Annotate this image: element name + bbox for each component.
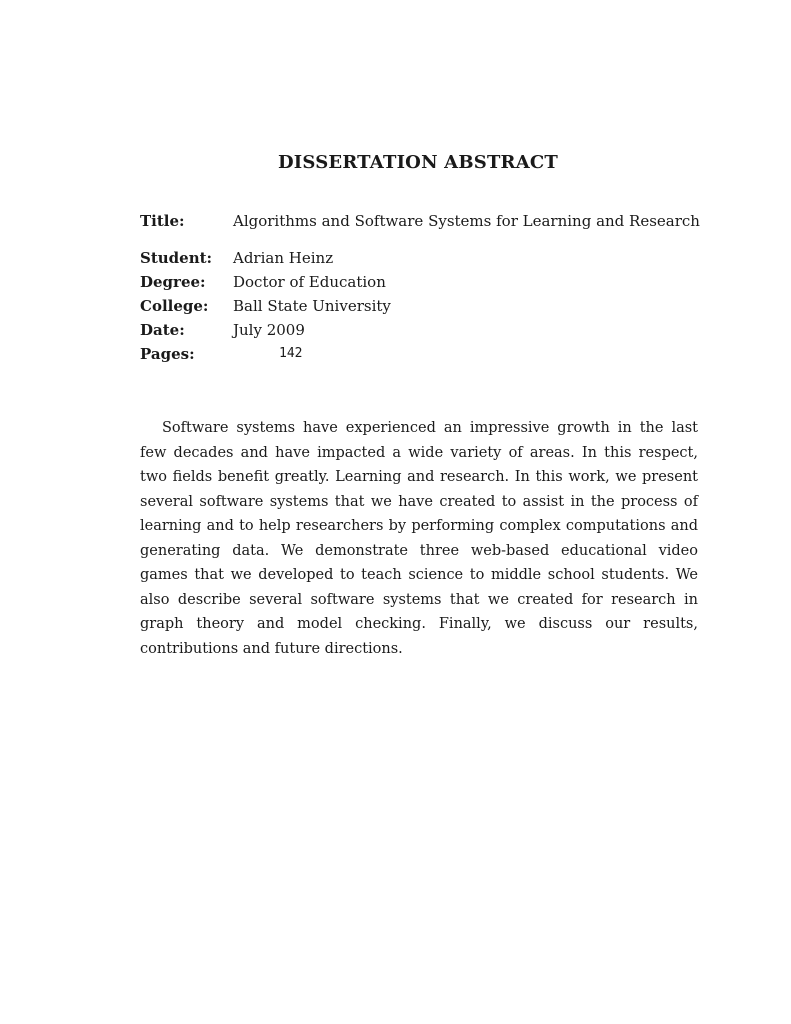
meta-value-pages: 142: [279, 346, 303, 361]
meta-label-degree: Degree:: [140, 273, 206, 291]
meta-value-date: July 2009: [233, 321, 305, 339]
abstract-paragraph: Software systems have experienced an impressive growth in the last few decades and have impacted a wide variety of areas. In this respect, two fields benefit greatly. Learning and research. In this work, we present several software systems that we have created to assist in the process of learning and to help researchers by performing complex computations and generating data. We demonstrate three web-based educational video games that we developed to teach science to middle school students. We also describe several software systems that we created for research in graph theory and model checking. Finally, we discuss our results, contributions and future directions.: [140, 420, 698, 657]
meta-value-college: Ball State University: [233, 297, 391, 315]
meta-value-degree: Doctor of Education: [233, 273, 386, 291]
page-title: DISSERTATION ABSTRACT: [277, 152, 559, 173]
meta-label-title: Title:: [140, 212, 185, 230]
meta-value-title: Algorithms and Software Systems for Learning and Research: [233, 212, 700, 230]
meta-label-student: Student:: [140, 249, 213, 267]
meta-label-college: College:: [140, 297, 209, 315]
meta-label-pages: Pages:: [140, 345, 195, 363]
meta-value-student: Adrian Heinz: [233, 249, 334, 267]
meta-label-date: Date:: [140, 321, 185, 339]
